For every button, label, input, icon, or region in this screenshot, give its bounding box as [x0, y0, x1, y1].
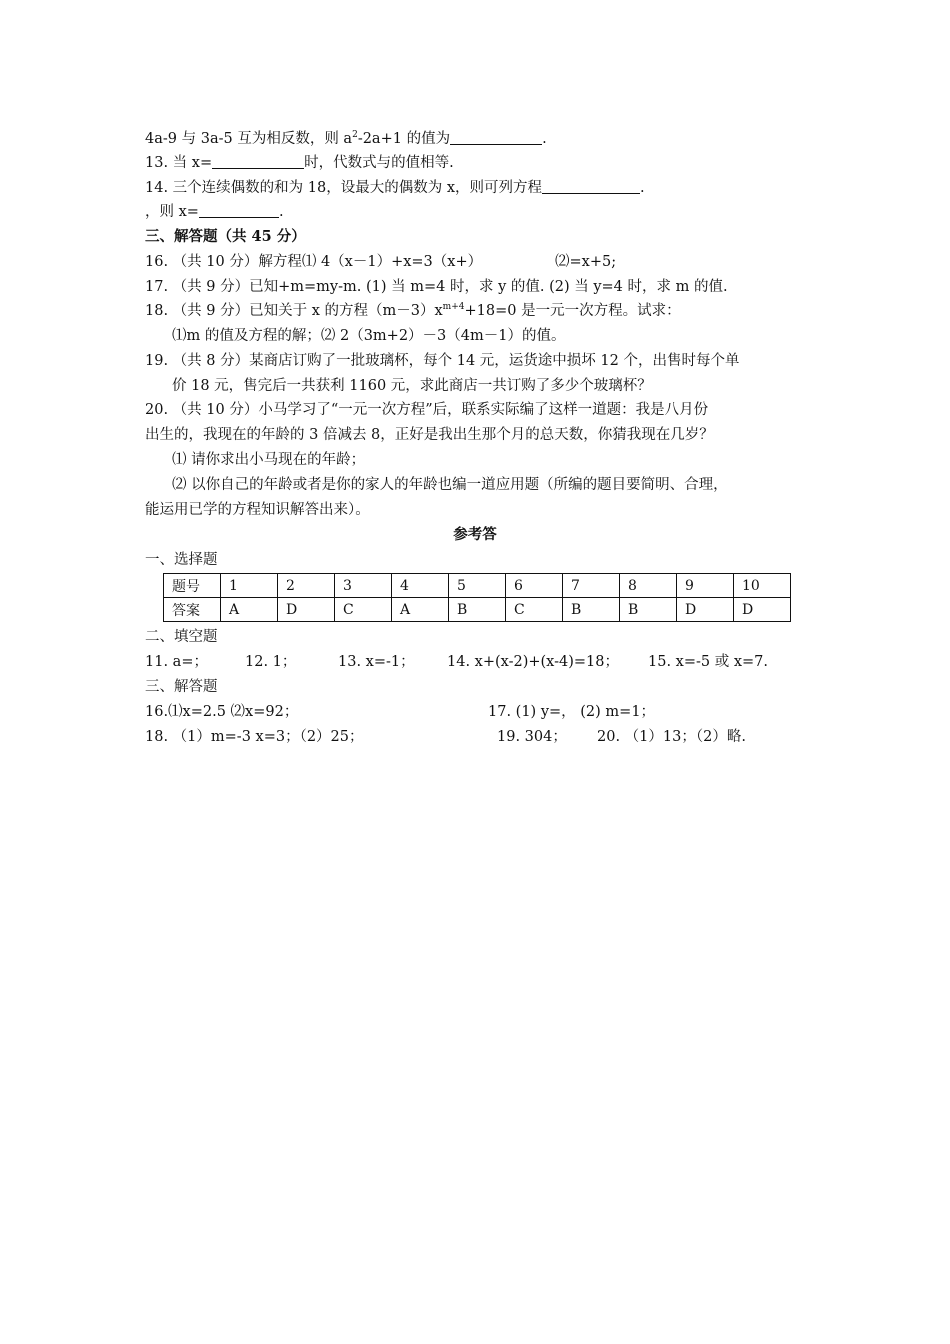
q18-sup: m+4 — [442, 302, 465, 312]
q12-text: 4a-9 与 3a-5 互为相反数，则 a — [145, 131, 353, 147]
q13-blank — [212, 152, 304, 169]
q13-text: 13. 当 x= — [145, 155, 213, 171]
question-18 — [145, 300, 681, 322]
table-cell: B — [449, 598, 506, 622]
q12-end: . — [542, 131, 547, 147]
question-16 — [145, 251, 482, 273]
question-20-line-4: ⑵ 以你自己的年龄或者是你的家人的年龄也编一道应用题（所编的题目要简明、合理， — [172, 477, 728, 493]
table-cell: B — [563, 598, 620, 622]
table-cell: 3 — [335, 574, 392, 598]
table-cell: 6 — [506, 574, 563, 598]
table-cell: 答案 — [164, 598, 221, 622]
question-12 — [145, 128, 547, 150]
question-20-line-2: 出生的，我现在的年龄的 3 倍减去 8，正好是我出生那个月的总天数，你猜我现在几岁？ — [145, 427, 714, 443]
fill-answer-12: 12. 1； — [245, 654, 297, 670]
answer-20: 20. （1）13；（2）略. — [597, 729, 746, 745]
table-row — [164, 598, 791, 622]
table-cell: B — [620, 598, 677, 622]
table-cell: 8 — [620, 574, 677, 598]
q15-blank — [199, 201, 279, 218]
table-cell: 10 — [734, 574, 791, 598]
question-13 — [145, 152, 454, 174]
q15-text: ，则 x= — [145, 204, 199, 220]
section-heading-3: 三、解答题（共 45 分） — [145, 228, 306, 245]
fill-answer-15: 15. x=-5 或 x=7. — [648, 654, 769, 670]
answers-section-2: 二、填空题 — [145, 629, 218, 645]
answer-18: 18. （1）m=-3 x=3；（2）25； — [145, 729, 364, 745]
table-cell: 5 — [449, 574, 506, 598]
q12-blank — [450, 128, 542, 145]
answer-19: 19. 304； — [497, 729, 567, 745]
question-16-part-2: ⑵=x+5; — [555, 254, 617, 270]
answers-section-1: 一、选择题 — [145, 552, 218, 568]
q15-end: . — [278, 204, 284, 220]
answer-17: 17. (1) y=， (2) m=1； — [488, 704, 656, 720]
table-cell: C — [335, 598, 392, 622]
table-cell: D — [734, 598, 791, 622]
question-19: 19. （共 8 分）某商店订购了一批玻璃杯，每个 14 元，运货途中损坏 12 个，出售时每个单 — [145, 353, 740, 369]
q16-part-1: 16. （共 10 分）解方程⑴ 4（x－1）+x=3（x+） — [145, 254, 483, 270]
question-20: 20. （共 10 分）小马学习了“一元一次方程”后，联系实际编了这样一道题：我是八月份 — [145, 402, 709, 418]
answers-title: 参考答 — [453, 526, 497, 543]
answer-16: 16.⑴x=2.5 ⑵x=92； — [145, 704, 299, 720]
table-cell: 4 — [392, 574, 449, 598]
table-cell: D — [677, 598, 734, 622]
q18-text-2: +18=0 是一元一次方程。试求： — [464, 303, 681, 319]
question-19-line-2: 价 18 元，售完后一共获利 1160 元，求此商店一共订购了多少个玻璃杯？ — [172, 378, 652, 394]
question-14 — [145, 177, 645, 199]
q12-text-2: -2a+1 的值为 — [357, 131, 451, 147]
q12-sup: 2 — [352, 130, 358, 140]
q14-text: 14. 三个连续偶数的和为 18，设最大的偶数为 x，则可列方程 — [145, 180, 543, 196]
question-15 — [145, 201, 284, 223]
fill-answer-11: 11. a=； — [145, 654, 208, 670]
table-cell: A — [221, 598, 278, 622]
table-cell: C — [506, 598, 563, 622]
q14-blank — [542, 177, 640, 194]
table-row — [164, 574, 791, 598]
table-cell: A — [392, 598, 449, 622]
question-18-line-2: ⑴m 的值及方程的解；⑵ 2（3m+2）－3（4m－1）的值。 — [172, 328, 566, 344]
fill-answer-14: 14. x+(x-2)+(x-4)=18； — [447, 654, 619, 670]
answer-table — [163, 573, 791, 622]
question-20-line-3: ⑴ 请你求出小马现在的年龄； — [172, 452, 366, 468]
fill-answer-13: 13. x=-1； — [338, 654, 415, 670]
question-20-line-5: 能运用已学的方程知识解答出来）。 — [145, 502, 370, 518]
q18-text: 18. （共 9 分）已知关于 x 的方程（m－3）x — [145, 303, 443, 319]
table-cell: 9 — [677, 574, 734, 598]
q13-text-2: 时，代数式与的值相等. — [304, 155, 454, 171]
answers-section-3: 三、解答题 — [145, 679, 218, 695]
table-cell: 题号 — [164, 574, 221, 598]
question-17: 17. （共 9 分）已知+m=my-m. (1) 当 m=4 时，求 y 的值. (2) 当 y=4 时，求 m 的值. — [145, 279, 728, 295]
q14-end: . — [640, 180, 645, 196]
table-cell: D — [278, 598, 335, 622]
table-cell: 2 — [278, 574, 335, 598]
table-cell: 1 — [221, 574, 278, 598]
table-cell: 7 — [563, 574, 620, 598]
